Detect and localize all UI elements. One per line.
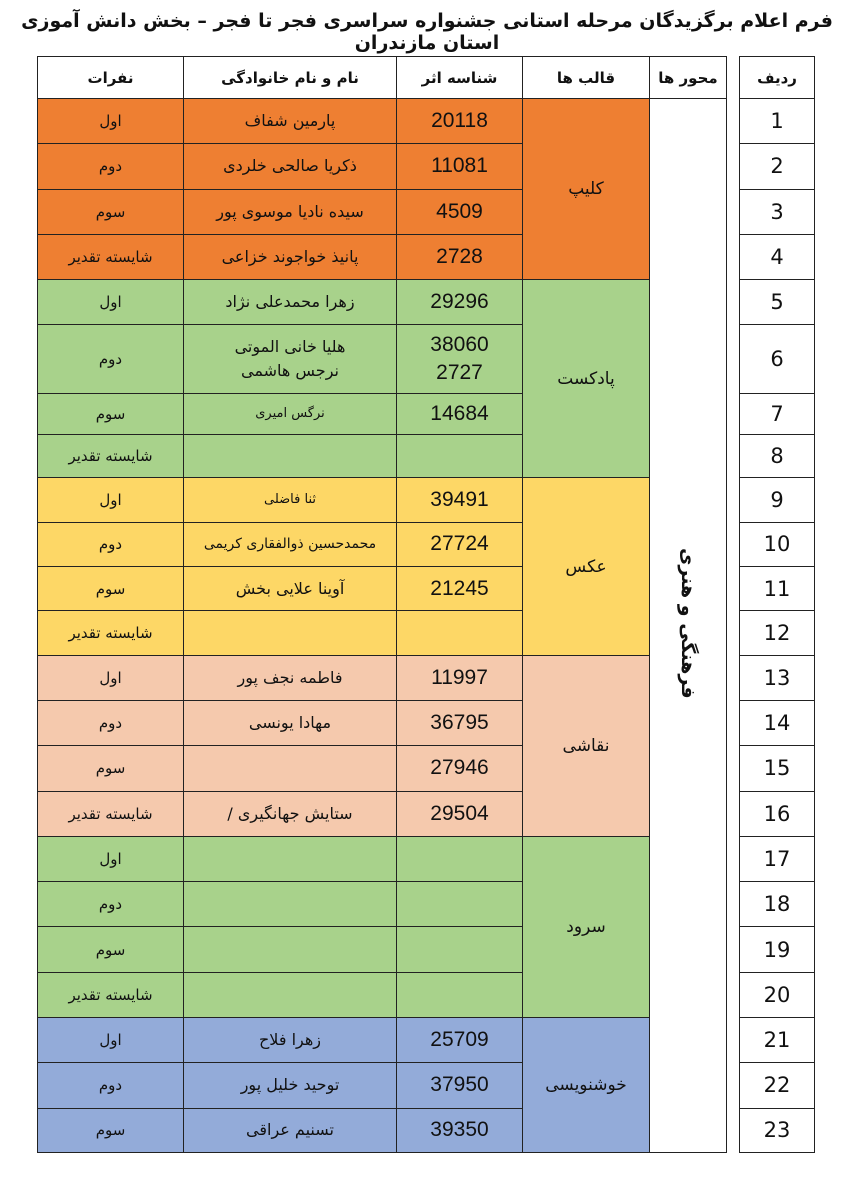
rank-label: اول bbox=[38, 99, 184, 144]
person-name: سیده نادیا موسوی پور bbox=[184, 189, 397, 234]
rank-label: سوم bbox=[38, 393, 184, 434]
work-code: 29296 bbox=[397, 280, 523, 325]
work-code: 38060 bbox=[430, 333, 489, 357]
rank-label: سوم bbox=[38, 927, 184, 972]
person-name: پانیذ خواجوند خزاعی bbox=[184, 234, 397, 279]
axis-label: فرهنگی و هنری bbox=[677, 547, 699, 699]
rank-label: سوم bbox=[38, 189, 184, 234]
rank-label: اول bbox=[38, 655, 184, 700]
person-name bbox=[184, 611, 397, 655]
header-axis: محور ها bbox=[650, 57, 727, 99]
person-name: زهرا محمدعلی نژاد bbox=[184, 280, 397, 325]
table-row bbox=[38, 99, 815, 144]
header-name: نام و نام خانوادگی bbox=[184, 57, 397, 99]
format-podcast: پادکست bbox=[523, 280, 650, 478]
row-number: 16 bbox=[740, 791, 815, 836]
header-format: قالب ها bbox=[523, 57, 650, 99]
header-row-num: ردیف bbox=[740, 57, 815, 99]
row-number: 3 bbox=[740, 189, 815, 234]
rank-label: اول bbox=[38, 478, 184, 522]
page-title: فرم اعلام برگزیدگان مرحله استانی جشنواره سراسری فجر تا فجر – بخش دانش آموزی استان مازندران bbox=[21, 10, 833, 54]
work-code bbox=[397, 927, 523, 972]
row-number: 17 bbox=[740, 836, 815, 881]
person-name bbox=[184, 927, 397, 972]
work-code: 4509 bbox=[397, 189, 523, 234]
person-name: تسنیم عراقی bbox=[184, 1108, 397, 1152]
work-code: 36795 bbox=[397, 700, 523, 745]
rank-label: شایسته تقدیر bbox=[38, 234, 184, 279]
work-code bbox=[397, 882, 523, 927]
format-calligraphy: خوشنویسی bbox=[523, 1017, 650, 1152]
work-code: 21245 bbox=[397, 567, 523, 611]
row-number: 4 bbox=[740, 234, 815, 279]
work-code bbox=[397, 611, 523, 655]
person-name bbox=[184, 882, 397, 927]
rank-label: اول bbox=[38, 1017, 184, 1062]
person-name: نرجس هاشمی bbox=[241, 361, 339, 381]
row-number: 9 bbox=[740, 478, 815, 522]
row-number: 5 bbox=[740, 280, 815, 325]
person-name: فاطمه نجف پور bbox=[184, 655, 397, 700]
person-name: ستایش جهانگیری / bbox=[184, 791, 397, 836]
person-name bbox=[184, 836, 397, 881]
format-photo: عکس bbox=[523, 478, 650, 655]
person-name bbox=[184, 435, 397, 478]
header-row bbox=[38, 57, 815, 99]
work-code bbox=[397, 435, 523, 478]
work-code: 2727 bbox=[436, 361, 483, 385]
work-code: 11997 bbox=[397, 655, 523, 700]
rank-label: دوم bbox=[38, 700, 184, 745]
row-number: 22 bbox=[740, 1063, 815, 1108]
rank-label: سوم bbox=[38, 1108, 184, 1152]
row-number: 8 bbox=[740, 435, 815, 478]
row-number: 13 bbox=[740, 655, 815, 700]
person-name bbox=[184, 746, 397, 791]
column-gap bbox=[727, 57, 740, 99]
person-name: هلیا خانی الموتی bbox=[234, 337, 346, 357]
work-code: 20118 bbox=[397, 99, 523, 144]
row-number: 23 bbox=[740, 1108, 815, 1152]
rank-label: اول bbox=[38, 280, 184, 325]
work-code: 25709 bbox=[397, 1017, 523, 1062]
person-name: محمدحسین ذوالفقاری کریمی bbox=[184, 522, 397, 566]
winners-table bbox=[37, 56, 815, 1153]
row-number: 15 bbox=[740, 746, 815, 791]
axis-cell bbox=[650, 99, 727, 1153]
person-name: آوینا علایی بخش bbox=[184, 567, 397, 611]
work-code: 2728 bbox=[397, 234, 523, 279]
format-clip: کلیپ bbox=[523, 99, 650, 280]
work-code: 27724 bbox=[397, 522, 523, 566]
person-name: توحید خلیل پور bbox=[184, 1063, 397, 1108]
header-code: شناسه اثر bbox=[397, 57, 523, 99]
work-code: 11081 bbox=[397, 144, 523, 189]
person-name: ثنا فاضلی bbox=[184, 478, 397, 522]
person-name: ذکریا صالحی خلردی bbox=[184, 144, 397, 189]
rank-label: اول bbox=[38, 836, 184, 881]
row-number: 7 bbox=[740, 393, 815, 434]
rank-label: دوم bbox=[38, 882, 184, 927]
format-song: سرود bbox=[523, 836, 650, 1017]
row-number: 1 bbox=[740, 99, 815, 144]
rank-label: شایسته تقدیر bbox=[38, 972, 184, 1017]
rank-label: دوم bbox=[38, 325, 184, 393]
rank-label: سوم bbox=[38, 567, 184, 611]
row-number: 21 bbox=[740, 1017, 815, 1062]
person-name: پارمین شفاف bbox=[184, 99, 397, 144]
row-number: 6 bbox=[740, 325, 815, 393]
rank-label: دوم bbox=[38, 1063, 184, 1108]
row-number: 20 bbox=[740, 972, 815, 1017]
work-code: 39350 bbox=[397, 1108, 523, 1152]
row-number: 18 bbox=[740, 882, 815, 927]
work-code bbox=[397, 836, 523, 881]
person-name: زهرا فلاح bbox=[184, 1017, 397, 1062]
rank-label: شایسته تقدیر bbox=[38, 791, 184, 836]
row-number: 19 bbox=[740, 927, 815, 972]
work-code-pair bbox=[397, 325, 523, 393]
rank-label: شایسته تقدیر bbox=[38, 611, 184, 655]
person-name: نرگس امیری bbox=[184, 393, 397, 434]
work-code: 27946 bbox=[397, 746, 523, 791]
header-rank: نفرات bbox=[38, 57, 184, 99]
rank-label: سوم bbox=[38, 746, 184, 791]
rank-label: شایسته تقدیر bbox=[38, 435, 184, 478]
work-code: 14684 bbox=[397, 393, 523, 434]
work-code: 37950 bbox=[397, 1063, 523, 1108]
person-name bbox=[184, 972, 397, 1017]
work-code: 29504 bbox=[397, 791, 523, 836]
format-painting: نقاشی bbox=[523, 655, 650, 836]
person-name: مهادا یونسی bbox=[184, 700, 397, 745]
work-code: 39491 bbox=[397, 478, 523, 522]
rank-label: دوم bbox=[38, 144, 184, 189]
row-number: 11 bbox=[740, 567, 815, 611]
person-name-pair bbox=[184, 325, 397, 393]
row-number: 2 bbox=[740, 144, 815, 189]
row-number: 12 bbox=[740, 611, 815, 655]
row-number: 14 bbox=[740, 700, 815, 745]
rank-label: دوم bbox=[38, 522, 184, 566]
column-gap bbox=[727, 99, 740, 1153]
row-number: 10 bbox=[740, 522, 815, 566]
work-code bbox=[397, 972, 523, 1017]
